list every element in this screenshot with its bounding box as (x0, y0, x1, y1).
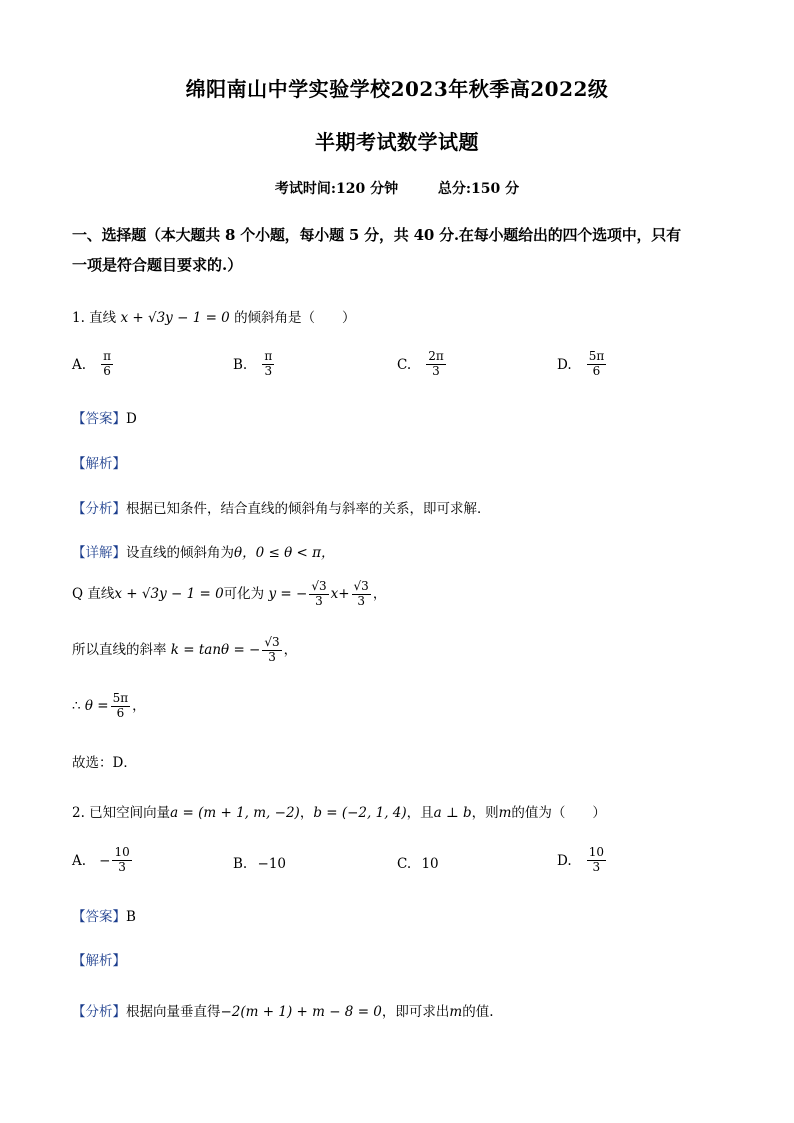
step-text: ， (132, 697, 146, 714)
q1-step-2 (72, 580, 386, 609)
q2-vector-a: a = (m + 1, m, −2) (170, 805, 300, 821)
step-fraction (111, 692, 131, 721)
frac-den: 6 (116, 705, 125, 720)
option-sign: − (99, 852, 111, 869)
q1-step-3 (72, 636, 297, 665)
step-equation: x + √3y − 1 = 0 (114, 585, 224, 602)
frac-num: π (264, 349, 273, 363)
q2-text: ，且 (406, 805, 434, 821)
frac-den: 3 (592, 859, 601, 874)
fenxi-text: 根据向量垂直得 (126, 1004, 221, 1020)
option-label: B. (233, 356, 248, 373)
step-math: θ = (84, 697, 109, 714)
q1-fenxi (72, 497, 491, 517)
option-value: 10 (421, 856, 439, 872)
fenxi-equation: −2(m + 1) + m − 8 = 0 (220, 1004, 382, 1020)
q2-stem-tail: 的值为（ ） (511, 805, 606, 821)
step-math: y = − (268, 585, 308, 602)
q2-option-a[interactable] (72, 846, 134, 875)
step-text: 所以直线的斜率 (72, 641, 167, 658)
option-value: −10 (257, 856, 287, 872)
frac-num: √3 (264, 635, 280, 649)
q1-number: 1. 直线 (72, 310, 117, 326)
q1-option-b[interactable] (233, 350, 276, 379)
step-text: 可化为 (223, 585, 265, 602)
answer-tag: 【答案】 (72, 411, 126, 427)
option-label: D. (557, 852, 572, 869)
step-math: x+ (330, 585, 350, 602)
option-label: A. (72, 852, 87, 869)
option-fraction (262, 350, 274, 379)
answer-value: D (126, 411, 137, 427)
step-text: 直线 (87, 585, 115, 602)
exam-time: 考试时间:120 分钟 (274, 181, 399, 197)
q1-equation: x + √3y − 1 = 0 (120, 310, 230, 326)
frac-den: 3 (315, 593, 323, 608)
frac-den: 3 (118, 859, 126, 874)
option-label: A. (72, 356, 87, 373)
detail-tag: 【详解】 (72, 545, 126, 561)
option-label: C. (397, 356, 412, 373)
frac-den: 3 (432, 363, 440, 378)
frac-num: π (103, 349, 112, 363)
frac-num: √3 (353, 579, 369, 593)
fenxi-tag: 【分析】 (72, 1004, 126, 1020)
because-symbol: Q (72, 585, 84, 602)
question-1-stem (72, 306, 356, 326)
detail-text: 设直线的倾斜角为 (126, 545, 234, 561)
frac-den: 3 (264, 363, 273, 378)
question-2-stem (72, 801, 606, 821)
option-label: B. (233, 856, 248, 872)
q1-detail (72, 541, 335, 561)
section-heading-line2: 一项是符合题目要求的.） (72, 256, 243, 274)
detail-math: θ，0 ≤ θ < π， (234, 545, 335, 561)
answer-value: B (126, 909, 136, 925)
exam-score: 总分:150 分 (437, 181, 520, 197)
fenxi-tag: 【分析】 (72, 501, 126, 517)
step-fraction (262, 636, 281, 665)
q1-answer (72, 407, 137, 427)
option-fraction (587, 350, 607, 379)
frac-num: 5π (588, 349, 605, 363)
q1-option-a[interactable] (72, 350, 115, 379)
analysis-tag: 【解析】 (72, 456, 126, 472)
step-text: ， (283, 641, 298, 658)
frac-den: 6 (592, 363, 601, 378)
q2-option-c[interactable] (397, 856, 439, 872)
q2-number: 2. 已知空间向量 (72, 805, 171, 821)
fenxi-text: 根据已知条件，结合直线的倾斜角与斜率的关系，即可求解． (126, 501, 491, 517)
fenxi-text: ，即可求出 (381, 1004, 450, 1020)
q2-variable: m (498, 805, 512, 821)
fenxi-text: 的值. (462, 1004, 494, 1020)
frac-num: 10 (588, 845, 605, 859)
q2-vector-b: b = (−2, 1, 4) (313, 805, 407, 821)
option-fraction (101, 350, 113, 379)
q1-conclusion: 故选：D． (72, 755, 137, 771)
frac-num: √3 (311, 579, 327, 593)
frac-den: 6 (103, 363, 111, 378)
q2-text: ，则 (471, 805, 499, 821)
option-label: C. (397, 856, 412, 872)
q2-text: ， (299, 805, 314, 821)
q1-analysis (72, 452, 126, 472)
q2-analysis (72, 949, 126, 969)
q1-option-d[interactable] (557, 350, 608, 379)
option-fraction (426, 350, 446, 379)
q1-stem-tail: 的倾斜角是（ ） (234, 310, 356, 326)
exam-meta (0, 178, 794, 198)
answer-tag: 【答案】 (72, 909, 126, 925)
option-fraction (587, 846, 606, 875)
fenxi-variable: m (449, 1004, 463, 1020)
q2-condition: a ⊥ b (433, 805, 472, 821)
step-text: ， (372, 585, 387, 602)
q2-answer (72, 905, 136, 925)
analysis-tag: 【解析】 (72, 953, 126, 969)
frac-num: 10 (114, 845, 130, 859)
therefore-symbol: ∴ (72, 697, 81, 714)
step-fraction (352, 580, 371, 609)
q1-step-4 (72, 692, 146, 721)
option-fraction (112, 846, 131, 875)
q2-option-d[interactable] (557, 846, 608, 875)
frac-num: 5π (112, 691, 129, 705)
q1-option-c[interactable] (397, 350, 448, 379)
q2-option-b[interactable] (233, 856, 286, 872)
q2-fenxi (72, 1000, 494, 1020)
page-subtitle: 半期考试数学试题 (315, 130, 479, 154)
page-title: 绵阳南山中学实验学校2023年秋季高2022级 (185, 77, 609, 101)
option-label: D. (557, 356, 572, 373)
section-heading-line1: 一、选择题（本大题共 8 个小题，每小题 5 分，共 40 分.在每小题给出的四个选项中，只有 (72, 226, 681, 244)
frac-den: 3 (268, 649, 276, 664)
step-math: k = tanθ = − (170, 641, 261, 658)
frac-den: 3 (357, 593, 365, 608)
step-fraction (309, 580, 328, 609)
frac-num: 2π (428, 349, 444, 363)
